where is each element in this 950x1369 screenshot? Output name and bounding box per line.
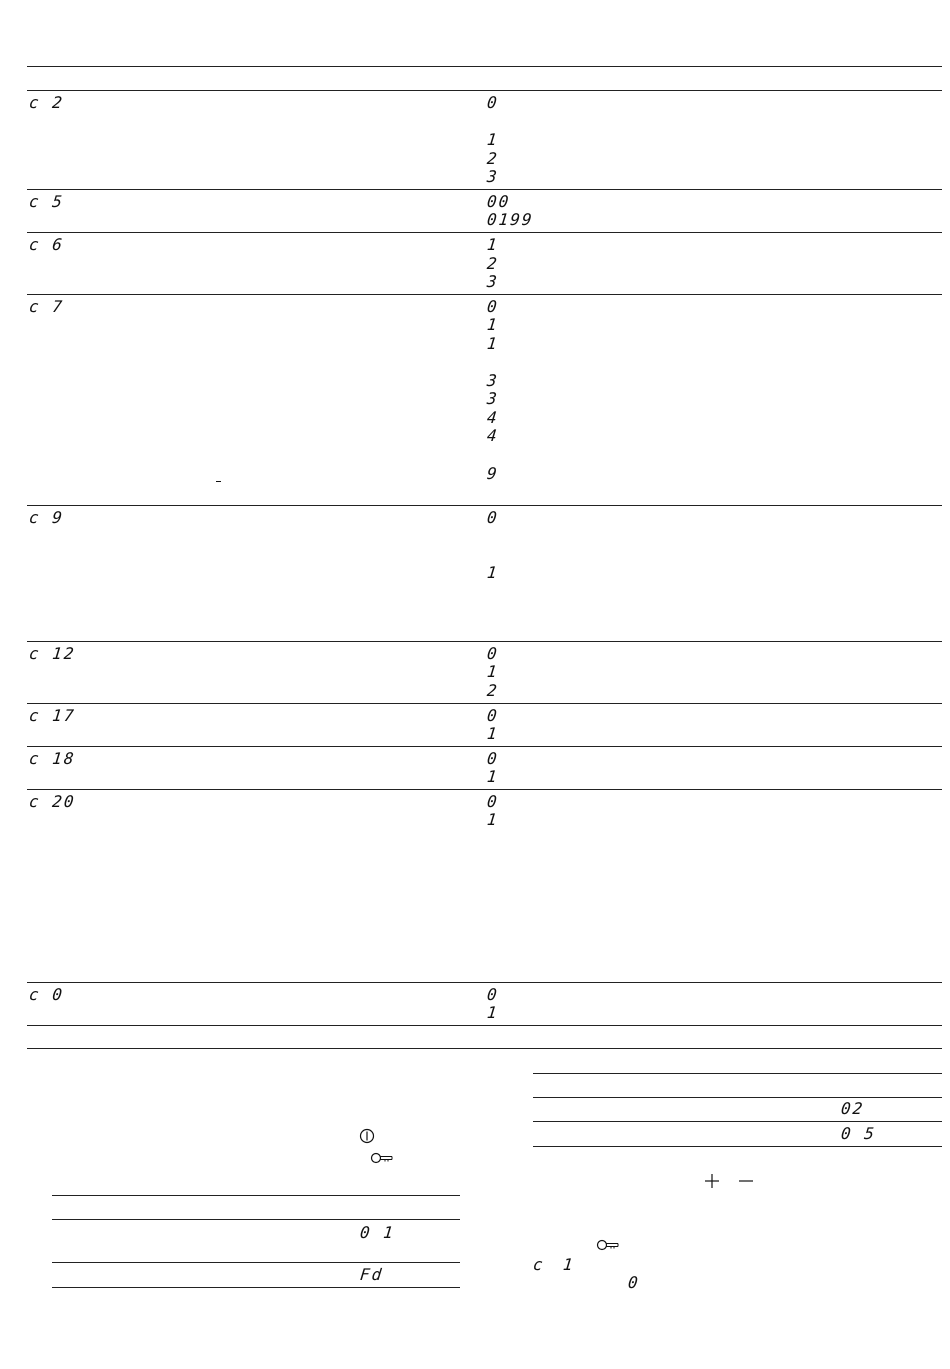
setting-code: c 20 (28, 792, 77, 811)
setting-value: 00 (486, 192, 512, 211)
setting-value: 1 (486, 1003, 500, 1022)
setting-value: 1 (486, 235, 500, 254)
setting-value: 3 (486, 272, 500, 291)
setting-value: 0199 (486, 210, 535, 229)
left-table-value: Fd (359, 1265, 385, 1284)
table-bottom-rule (27, 1048, 942, 1049)
setting-code: c 9 (28, 508, 65, 527)
setting-value: 0 (486, 985, 500, 1004)
setting-value: 1 (486, 767, 500, 786)
right-table-bottom-rule (533, 1146, 942, 1147)
setting-value: 3 (486, 167, 500, 186)
row-separator (27, 641, 942, 642)
table-top-rule (27, 66, 942, 67)
left-table-value: 0 1 (359, 1223, 396, 1242)
setting-code: c 5 (28, 192, 65, 211)
left-table-row-rule (52, 1262, 460, 1263)
right-table-header-rule (533, 1097, 942, 1098)
setting-value: 1 (486, 724, 500, 743)
setting-value: 2 (486, 681, 500, 700)
row-separator (27, 789, 942, 790)
setting-value: 3 (486, 371, 500, 390)
setting-value: 1 (486, 130, 500, 149)
row-separator (27, 189, 942, 190)
row-separator (27, 505, 942, 506)
note-code-c: c (532, 1255, 546, 1274)
right-table-value: 02 (840, 1099, 866, 1118)
setting-value: 1 (486, 810, 500, 829)
row-separator (27, 294, 942, 295)
table-header-rule (27, 90, 942, 91)
left-table-header-rule (52, 1219, 460, 1220)
key-icon (596, 1238, 620, 1252)
right-table-top-rule (533, 1073, 942, 1074)
setting-value: 4 (486, 408, 500, 427)
left-table-bottom-rule (52, 1287, 460, 1288)
minus-icon (738, 1173, 754, 1189)
setting-code: c 0 (28, 985, 65, 1004)
row-separator (27, 232, 942, 233)
setting-value: 4 (486, 426, 500, 445)
setting-code: c 2 (28, 93, 65, 112)
setting-code: c 12 (28, 644, 77, 663)
dash-mark (216, 481, 221, 482)
key-icon (370, 1151, 394, 1165)
setting-value: 0 (486, 792, 500, 811)
row-separator (27, 982, 942, 983)
setting-value: 9 (486, 464, 500, 483)
setting-value: 2 (486, 149, 500, 168)
setting-code: c 6 (28, 235, 65, 254)
setting-value: 2 (486, 254, 500, 273)
right-table-row-rule (533, 1121, 942, 1122)
plus-icon (704, 1173, 720, 1189)
row-separator (27, 746, 942, 747)
power-icon (359, 1128, 375, 1144)
setting-code: c 7 (28, 297, 65, 316)
row-separator (27, 703, 942, 704)
setting-value: 0 (486, 297, 500, 316)
setting-value: 1 (486, 563, 500, 582)
left-table-top-rule (52, 1195, 460, 1196)
setting-value: 1 (486, 315, 500, 334)
right-table-value: 0 5 (840, 1124, 877, 1143)
setting-value: 1 (486, 662, 500, 681)
setting-value: 3 (486, 389, 500, 408)
row-separator (27, 1025, 942, 1026)
setting-value: 0 (486, 93, 500, 112)
note-code-1: 1 (562, 1255, 576, 1274)
setting-value: 0 (486, 706, 500, 725)
setting-code: c 18 (28, 749, 77, 768)
setting-value: 0 (486, 749, 500, 768)
setting-value: 0 (486, 644, 500, 663)
note-code-0: 0 (627, 1273, 641, 1292)
setting-value: 1 (486, 334, 500, 353)
setting-value: 0 (486, 508, 500, 527)
setting-code: c 17 (28, 706, 77, 725)
